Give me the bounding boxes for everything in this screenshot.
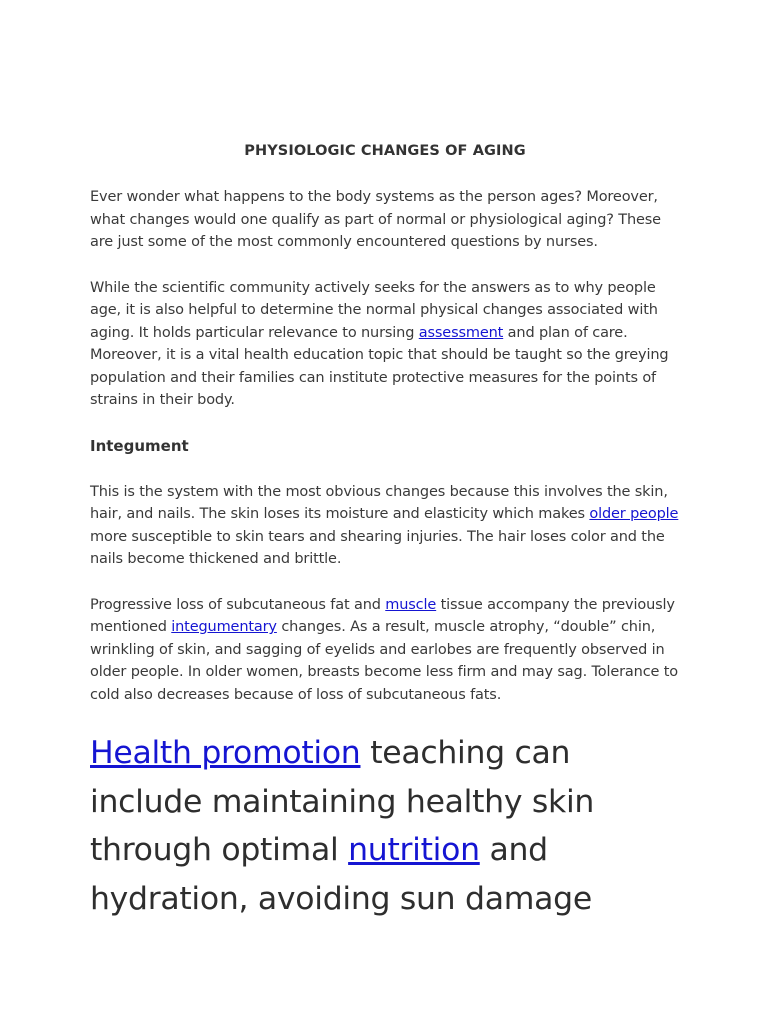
paragraph-text: teaching can include maintaining healthy skin through optimal: [90, 735, 595, 868]
paragraph-text: This is the system with the most obvious changes because this involves the skin, hair, and nails. The skin loses its moisture and elasticity which makes: [90, 483, 668, 522]
paragraph-text: Progressive loss of subcutaneous fat and: [90, 596, 386, 613]
paragraph-health-promotion: [90, 729, 680, 923]
paragraph-text: and hydration, avoiding sun damage: [90, 832, 592, 917]
paragraph-text: and plan of care. Moreover, it is a vital health education topic that should be taught so the greying population and their families can institute protective measures for the points of strains in their body.: [90, 324, 669, 408]
paragraph-intro: Ever wonder what happens to the body systems as the person ages? Moreover, what changes would one qualify as part of normal or physiological aging? These are just some of the most commonly encountered questions by nurses.: [90, 189, 661, 250]
muscle-link[interactable]: muscle: [385, 596, 437, 613]
nutrition-link[interactable]: nutrition: [348, 832, 480, 868]
integumentary-link[interactable]: integumentary: [171, 619, 277, 635]
paragraph-integument-system: [90, 481, 680, 571]
document-title: PHYSIOLOGIC CHANGES OF AGING: [244, 143, 526, 159]
paragraph-text: While the scientific community actively seeks for the answers as to why people age, it is also helpful to determine the normal physical changes associated with aging. It holds particular relevance to nursing: [90, 279, 658, 341]
section-heading-integument: Integument: [90, 436, 189, 455]
document-page: [90, 140, 680, 923]
paragraph-subcutaneous-loss: [90, 594, 680, 707]
health-promotion-link[interactable]: Health promotion: [90, 735, 361, 771]
assessment-link[interactable]: assessment: [418, 324, 504, 341]
paragraph-scientific-community: [90, 277, 680, 412]
paragraph-text: changes. As a result, muscle atrophy, “double” chin, wrinkling of skin, and sagging of eyelids and earlobes are frequently observed in older people. In older women, breasts become less firm and may sag. Tolerance to cold also decreases because of loss of subcutaneous fats.: [90, 619, 679, 703]
older-people-link[interactable]: older people: [589, 506, 679, 522]
paragraph-text: more susceptible to skin tears and shearing injuries. The hair loses color and the nails become thickened and brittle.: [90, 528, 665, 567]
paragraph-text: tissue accompany the previously mentioned: [90, 596, 675, 635]
